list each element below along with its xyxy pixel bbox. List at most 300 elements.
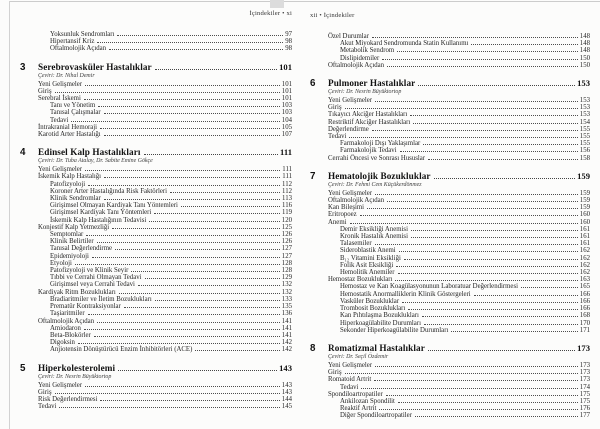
dot-leader xyxy=(100,128,280,129)
chapter-title: Romatizmal Hastalıklar xyxy=(328,342,425,353)
toc-entry xyxy=(310,398,590,405)
toc-entry-page: 173 xyxy=(579,376,590,384)
toc-entry-page: 173 xyxy=(579,369,590,377)
toc-entry-label: Oftalmolojik Açıdan xyxy=(50,45,107,53)
toc-entry xyxy=(20,310,292,317)
dot-leader xyxy=(428,159,578,160)
toc-entry-page: 145 xyxy=(281,403,292,411)
chapter-title: Hiperkolesterolemi xyxy=(38,362,116,373)
toc-entry-page: 161 xyxy=(579,240,590,248)
chapter-page: 153 xyxy=(577,78,590,89)
dot-leader xyxy=(396,266,578,267)
toc-entry xyxy=(310,126,590,133)
toc-entry xyxy=(310,369,590,376)
toc-entry xyxy=(20,325,292,332)
dot-leader xyxy=(59,407,279,408)
toc-entry-page: 127 xyxy=(281,252,292,260)
dot-leader xyxy=(360,215,578,216)
toc-entry-page: 133 xyxy=(281,295,292,303)
toc-entry xyxy=(310,298,590,305)
dot-leader xyxy=(361,388,577,389)
toc-entry-page: 160 xyxy=(579,211,590,219)
toc-entry-label: Tıkayıcı Akciğer Hastalıkları xyxy=(328,111,408,119)
dot-leader xyxy=(375,366,578,367)
dot-leader xyxy=(85,85,280,86)
toc-entry-page: 132 xyxy=(281,281,292,289)
toc-entry-page: 111 xyxy=(282,173,292,181)
toc-entry-label: Metabolik Sendrom xyxy=(340,47,395,55)
toc-page-right xyxy=(310,12,590,420)
dot-leader xyxy=(398,273,578,274)
toc-entry-page: 126 xyxy=(281,238,292,246)
chapter-block xyxy=(20,147,292,353)
toc-entry xyxy=(20,389,292,396)
dot-leader xyxy=(117,35,283,36)
toc-entry-page: 171 xyxy=(579,326,590,334)
toc-entry xyxy=(310,147,590,154)
toc-entry-page: 128 xyxy=(281,259,292,267)
toc-entry-page: 103 xyxy=(281,109,292,117)
translator-credit: Çeviri: Dr. Fehmi Cem Küçükerdönmez xyxy=(328,181,422,188)
toc-entry-page: 142 xyxy=(281,339,292,347)
toc-entry-label: Tanısal Çalışmalar xyxy=(50,109,101,117)
toc-entry-page: 153 xyxy=(579,97,590,105)
toc-entry-page: 159 xyxy=(579,189,590,197)
toc-entry-page: 148 xyxy=(579,33,590,40)
dot-leader xyxy=(119,293,280,294)
toc-entry-page: 155 xyxy=(579,133,590,141)
dot-leader xyxy=(78,343,280,344)
toc-entry-label: Ankilozan Spondilit xyxy=(340,397,395,405)
toc-entry-page: 161 xyxy=(579,233,590,241)
toc-entry-page: 168 xyxy=(579,312,590,320)
toc-entry-label: B₁₂ Vitamini Eksikliği xyxy=(340,254,401,262)
toc-entry xyxy=(20,31,292,38)
chapter-heading xyxy=(20,147,292,158)
dot-leader xyxy=(104,199,280,200)
toc-entry-page: 155 xyxy=(579,125,590,133)
toc-entry xyxy=(310,55,590,62)
toc-entry-page: 141 xyxy=(281,324,292,332)
dot-leader xyxy=(434,178,576,179)
toc-entry-page: 144 xyxy=(281,395,292,403)
toc-entry xyxy=(20,346,292,353)
chapter-page: 111 xyxy=(280,147,292,158)
toc-entry-page: 112 xyxy=(282,180,292,188)
toc-entry-label: Hemostaz ve Kan Koagülasyonunun Laboratuar Değerlendirmesi xyxy=(340,283,518,291)
toc-entry-label: Tanı ve Yönetim xyxy=(50,102,96,110)
toc-entry-label: Vasküler Bozukluklar xyxy=(340,297,400,305)
chapter-number: 3 xyxy=(20,61,26,73)
toc-entry-label: Tıbbi ve Cerrahi Olmayan Tedavi xyxy=(50,274,142,282)
dot-leader xyxy=(395,280,577,281)
toc-entry xyxy=(20,382,292,389)
toc-entry xyxy=(310,204,590,211)
dot-leader xyxy=(397,51,578,52)
toc-entry-label: Koroner Arter Hastalığında Risk Faktörleri xyxy=(50,187,168,195)
toc-entry xyxy=(310,376,590,383)
toc-entry xyxy=(20,166,292,173)
toc-entry-page: 148 xyxy=(579,47,590,55)
toc-entry-label: Digoksin xyxy=(50,339,75,347)
dot-leader xyxy=(170,192,280,193)
toc-entry-page: 104 xyxy=(281,116,292,124)
toc-entry xyxy=(20,238,292,245)
toc-entry-page: 128 xyxy=(281,267,292,275)
toc-entry-page: 101 xyxy=(281,95,292,103)
toc-list-right xyxy=(310,33,590,420)
dot-leader xyxy=(367,208,578,209)
dot-leader xyxy=(88,185,280,186)
toc-tail-block xyxy=(310,33,590,69)
toc-entry xyxy=(310,412,590,419)
toc-entry-page: 153 xyxy=(579,104,590,112)
toc-entry xyxy=(20,224,292,231)
toc-entry-label: Restriktif Akciğer Hastalıkları xyxy=(328,118,411,126)
dot-leader xyxy=(375,194,578,195)
toc-entry-page: 105 xyxy=(281,123,292,131)
toc-entry xyxy=(20,296,292,303)
toc-entry-label: Cerrahi Öncesi ve Sonrası Hususlar xyxy=(328,154,426,162)
toc-entry xyxy=(20,209,292,216)
dot-leader xyxy=(372,130,578,131)
toc-entry-label: Oftalmolojik Açıdan xyxy=(328,61,385,69)
toc-entry-label: Romatoid Artrit xyxy=(328,376,372,384)
toc-entry-page: 153 xyxy=(579,111,590,119)
dot-leader xyxy=(424,324,578,325)
dot-leader xyxy=(474,295,578,296)
dot-leader xyxy=(349,137,577,138)
toc-entry xyxy=(310,197,590,204)
chapter-page: 159 xyxy=(577,170,590,181)
toc-entry xyxy=(310,111,590,118)
dot-leader xyxy=(131,271,279,272)
dot-leader xyxy=(100,400,279,401)
toc-entry-label: Karotid Arter Hastalığı xyxy=(38,131,101,139)
toc-entry-page: 158 xyxy=(579,154,590,162)
chapter-number: 4 xyxy=(20,147,26,159)
toc-entry-page: 129 xyxy=(281,274,292,282)
chapter-title: Edinsel Kalp Hastalıkları xyxy=(38,147,141,158)
chapter-number: 8 xyxy=(310,342,316,354)
toc-entry-label: Anjiotensin Dönüştürücü Enzim İnhibitörleri (ACE) xyxy=(50,346,193,354)
toc-entry xyxy=(310,391,590,398)
dot-leader xyxy=(115,249,280,250)
toc-entry-label: Klinik Belirtiler xyxy=(50,238,94,246)
chapter-page: 143 xyxy=(279,362,292,373)
dot-leader xyxy=(149,221,280,222)
toc-entry-page: 98 xyxy=(285,38,292,46)
toc-entry-label: Amiodaron xyxy=(50,324,81,332)
toc-entry-label: Serebral İskemi xyxy=(38,95,81,103)
toc-entry-page: 107 xyxy=(281,131,292,139)
dot-leader xyxy=(413,123,578,124)
dot-leader xyxy=(85,170,280,171)
toc-entry-page: 162 xyxy=(579,247,590,255)
chapter-number: 6 xyxy=(310,78,316,90)
toc-entry xyxy=(310,140,590,147)
toc-entry xyxy=(310,247,590,254)
toc-entry-label: Semptomlar xyxy=(50,231,84,239)
toc-entry-label: Yeni Gelişmeler xyxy=(38,381,83,389)
toc-entry-page: 142 xyxy=(281,346,292,354)
toc-entry-page: 162 xyxy=(579,254,590,262)
toc-entry xyxy=(310,133,590,140)
toc-entry xyxy=(20,245,292,252)
dot-leader xyxy=(97,322,280,323)
toc-entry xyxy=(20,267,292,274)
toc-entry-label: Beta-Blokörler xyxy=(50,331,91,339)
toc-entry-label: Yeni Gelişmeler xyxy=(38,80,83,88)
dot-leader xyxy=(88,314,280,315)
toc-entry xyxy=(310,327,590,334)
toc-entry-label: Akut Miyokard Sendromunda Statin Kullanımı xyxy=(340,40,469,48)
toc-entry-page: 143 xyxy=(281,381,292,389)
toc-entry xyxy=(310,305,590,312)
toc-entry-label: Tedavi xyxy=(38,403,57,411)
toc-entry-label: İntrakranial Hemoraji xyxy=(38,123,98,131)
toc-entry xyxy=(20,102,292,109)
toc-entry-label: Girişimsel veya Cerrahi Tedavi xyxy=(50,281,135,289)
toc-entry-label: Eritropoez xyxy=(328,211,357,219)
toc-entry-label: Epidemiyoloji xyxy=(50,252,89,260)
toc-entry-label: Spondiloartropatiler xyxy=(328,390,383,398)
toc-entry-page: 135 xyxy=(281,303,292,311)
toc-entry-label: Demir Eksikliği Anemisi xyxy=(340,225,408,233)
toc-entry-page: 136 xyxy=(281,310,292,318)
dot-leader xyxy=(375,244,578,245)
dot-leader xyxy=(138,285,280,286)
toc-entry xyxy=(310,47,590,54)
toc-entry-label: Değerlendirme xyxy=(328,125,369,133)
toc-entry xyxy=(20,95,292,102)
toc-entry xyxy=(310,362,590,369)
toc-entry xyxy=(310,62,590,69)
toc-entry xyxy=(310,40,590,47)
toc-entry-label: Hiperkoagülabilite Durumları xyxy=(340,319,421,327)
chapter-block xyxy=(20,62,292,139)
dot-leader xyxy=(104,113,280,114)
toc-entry-page: 150 xyxy=(579,61,590,69)
dot-leader xyxy=(387,66,578,67)
dot-leader xyxy=(118,370,277,371)
toc-entry-page: 174 xyxy=(579,383,590,391)
toc-entry xyxy=(310,291,590,298)
toc-entry-label: Tedavi xyxy=(50,116,69,124)
toc-entry-label: Hemostaz Bozuklukları xyxy=(328,276,393,284)
translator-credit: Çeviri: Dr. Nihal Demir xyxy=(38,72,95,79)
toc-entry xyxy=(20,181,292,188)
dot-leader xyxy=(109,49,283,50)
toc-entry-label: İskemik Kalp Hastalığının Tedavisi xyxy=(50,216,147,224)
toc-entry-page: 125 xyxy=(281,223,292,231)
toc-entry-page: 161 xyxy=(579,225,590,233)
toc-entry-page: 166 xyxy=(579,297,590,305)
scan-edge-top xyxy=(10,1,600,2)
chapter-block xyxy=(310,78,590,162)
dot-leader xyxy=(374,380,578,381)
dot-leader xyxy=(124,307,280,308)
chapter-title: Serebrovasküler Hastalıklar xyxy=(38,61,152,72)
toc-entry-label: Sekonder Hiperkoagülabilite Durumları xyxy=(340,326,449,334)
toc-entry-label: Etyoloji xyxy=(50,259,72,267)
toc-entry-page: 163 xyxy=(579,276,590,284)
toc-entry-label: Sideroblastik Anemi xyxy=(340,247,396,255)
toc-entry xyxy=(310,97,590,104)
toc-entry-page: 112 xyxy=(282,187,292,195)
toc-entry-page: 165 xyxy=(579,283,590,291)
dot-leader xyxy=(350,223,578,224)
dot-leader xyxy=(345,373,578,374)
toc-entry xyxy=(20,253,292,260)
toc-entry xyxy=(310,119,590,126)
toc-entry-page: 159 xyxy=(579,204,590,212)
dot-leader xyxy=(402,302,578,303)
toc-entry xyxy=(310,276,590,283)
toc-entry xyxy=(20,260,292,267)
dot-leader xyxy=(181,206,280,207)
dot-leader xyxy=(55,393,280,394)
dot-leader xyxy=(386,395,578,396)
toc-entry-page: 98 xyxy=(285,45,292,53)
dot-leader xyxy=(423,144,578,145)
dot-leader xyxy=(92,257,280,258)
dot-leader xyxy=(387,201,578,202)
toc-entry-label: Hipertansif Kriz xyxy=(50,38,95,46)
toc-entry xyxy=(310,155,590,162)
dot-leader xyxy=(195,350,279,351)
dot-leader xyxy=(145,278,280,279)
toc-entry xyxy=(20,318,292,325)
toc-entry xyxy=(20,396,292,403)
toc-entry-page: 132 xyxy=(281,288,292,296)
toc-entry xyxy=(310,211,590,218)
toc-entry xyxy=(310,262,590,269)
toc-entry-label: Yeni Gelişmeler xyxy=(38,166,83,174)
dot-leader xyxy=(411,230,578,231)
chapter-title: Hematolojik Bozukluklar xyxy=(328,170,431,181)
dot-leader xyxy=(404,259,578,260)
toc-entry xyxy=(20,289,292,296)
dot-leader xyxy=(98,106,279,107)
toc-entry-label: Klinik Sendromlar xyxy=(50,195,101,203)
toc-entry-page: 111 xyxy=(282,166,292,174)
toc-entry-page: 127 xyxy=(281,245,292,253)
toc-entry-label: Kan Pıhtılaşma Bozuklukları xyxy=(340,312,419,320)
toc-entry xyxy=(310,283,590,290)
toc-entry xyxy=(20,332,292,339)
toc-entry-label: Diğer Spondiloartropatiler xyxy=(340,412,412,420)
dot-leader xyxy=(379,409,577,410)
toc-entry xyxy=(310,190,590,197)
toc-entry xyxy=(310,233,590,240)
toc-entry-label: Tanısal Değerlendirme xyxy=(50,245,112,253)
toc-entry-page: 141 xyxy=(281,331,292,339)
chapter-number: 5 xyxy=(20,362,26,374)
dot-leader xyxy=(144,154,278,155)
toc-entry-label: Giriş xyxy=(328,369,342,377)
toc-entry xyxy=(310,33,590,40)
chapter-block xyxy=(20,363,292,411)
toc-entry-label: Prematür Kontraksiyonlar xyxy=(50,303,121,311)
toc-page-left xyxy=(20,10,292,410)
toc-entry xyxy=(310,255,590,262)
chapter-page: 173 xyxy=(577,342,590,353)
chapter-heading xyxy=(20,62,292,73)
dot-leader xyxy=(399,251,578,252)
toc-entry xyxy=(20,274,292,281)
dot-leader xyxy=(155,300,280,301)
dot-leader xyxy=(400,151,578,152)
dot-leader xyxy=(418,85,575,86)
toc-entry-label: Farmakoloji Dışı Yaklaşımlar xyxy=(340,140,421,148)
toc-entry xyxy=(310,240,590,247)
dot-leader xyxy=(428,350,575,351)
toc-entry xyxy=(20,217,292,224)
dot-leader xyxy=(382,59,578,60)
chapter-number: 7 xyxy=(310,170,316,182)
toc-entry xyxy=(20,124,292,131)
toc-entry xyxy=(20,231,292,238)
toc-entry-label: Taşiaritmiler xyxy=(50,310,85,318)
dot-leader xyxy=(55,92,280,93)
toc-entry xyxy=(20,339,292,346)
dot-leader xyxy=(71,121,279,122)
toc-entry-page: 116 xyxy=(282,202,292,210)
toc-entry xyxy=(20,173,292,180)
toc-entry-label: Girişimsel Olmayan Kardiyak Tanı Yöntemleri xyxy=(50,202,178,210)
dot-leader xyxy=(411,237,578,238)
toc-entry-page: 176 xyxy=(579,405,590,413)
dot-leader xyxy=(97,42,283,43)
toc-entry-label: Giriş xyxy=(38,87,52,95)
dot-leader xyxy=(154,213,280,214)
dot-leader xyxy=(372,37,578,38)
dot-leader xyxy=(415,416,578,417)
dot-leader xyxy=(398,402,578,403)
dot-leader xyxy=(94,336,280,337)
toc-entry xyxy=(20,81,292,88)
dot-leader xyxy=(85,386,280,387)
toc-entry-label: Risk Değerlendirmesi xyxy=(38,395,98,403)
toc-entry-page: 154 xyxy=(579,118,590,126)
toc-entry-page: 166 xyxy=(579,290,590,298)
toc-entry-page: 150 xyxy=(579,54,590,62)
toc-entry-page: 148 xyxy=(579,40,590,48)
toc-entry xyxy=(20,109,292,116)
dot-leader xyxy=(521,287,578,288)
toc-entry-label: Tedavi xyxy=(340,383,359,391)
toc-entry-label: Yeni Gelişmeler xyxy=(328,97,373,105)
toc-entry-label: Oftalmolojik Açıdan xyxy=(328,197,385,205)
dot-leader xyxy=(155,69,277,70)
toc-entry xyxy=(20,38,292,45)
toc-entry-page: 143 xyxy=(281,388,292,396)
toc-tail-block xyxy=(20,31,292,53)
dot-leader xyxy=(104,177,280,178)
toc-entry-label: Tedavi xyxy=(328,133,347,141)
dot-leader xyxy=(75,264,280,265)
chapter-block xyxy=(310,343,590,420)
toc-entry xyxy=(20,188,292,195)
toc-entry-page: 119 xyxy=(282,209,292,217)
toc-entry-page: 101 xyxy=(281,80,292,88)
toc-entry-label: Trombosit Bozuklukları xyxy=(340,305,406,313)
toc-entry-label: Bradiaritmiler ve İletim Bozuklukları xyxy=(50,295,152,303)
chapter-block xyxy=(310,171,590,334)
toc-entry-label: Giriş xyxy=(38,388,52,396)
toc-entry-label: Hemostatik Anormalliklerin Klinik Göstergeleri xyxy=(340,290,471,298)
